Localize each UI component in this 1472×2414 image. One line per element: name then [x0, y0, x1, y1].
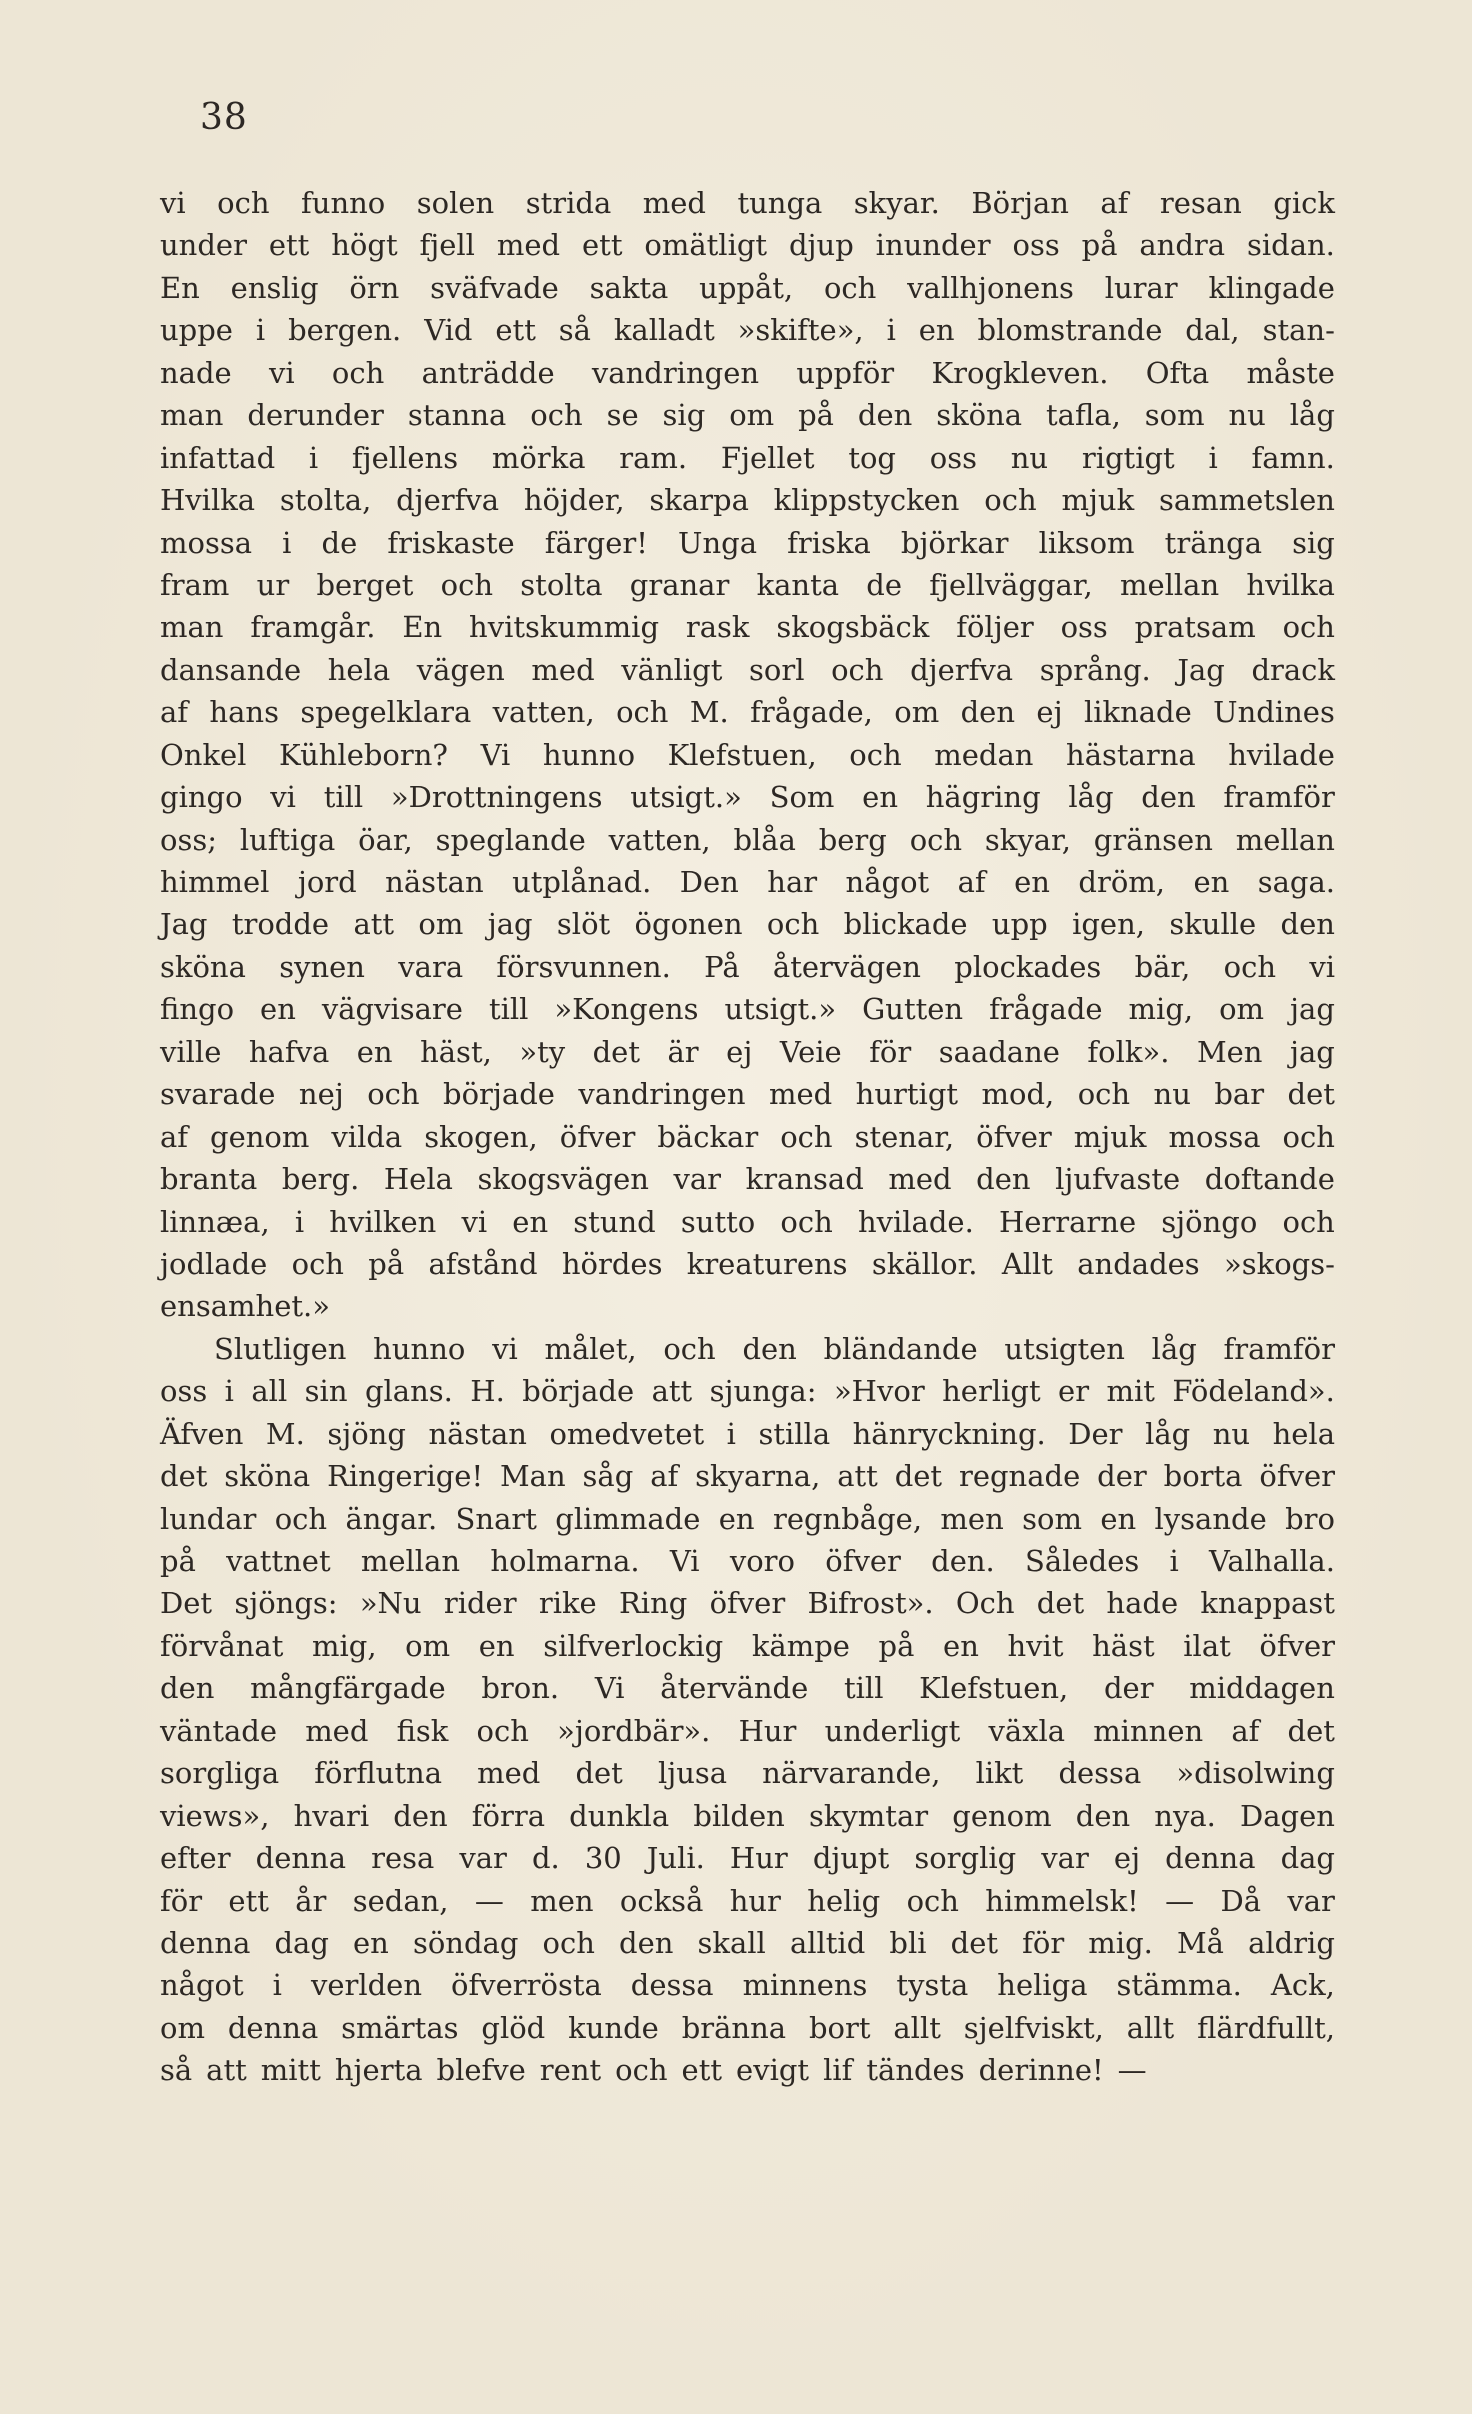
text-line: ville hafva en häst, »ty det är ej Veie för saadane folk». Men jag: [160, 1034, 1335, 1069]
text-line: himmel jord nästan utplånad. Den har något af en dröm, en saga.: [160, 865, 1335, 899]
text-line: fram ur berget och stolta granar kanta de fjellväggar, mellan hvilka: [160, 567, 1335, 602]
text-line: branta berg. Hela skogsvägen var kransad med den ljufvaste doftande: [160, 1162, 1335, 1197]
text-line: oss i all sin glans. H. började att sjunga: »Hvor herligt er mit Födeland».: [160, 1374, 1335, 1409]
text-line: Det sjöngs: »Nu rider rike Ring öfver Bifrost». Och det hade knappast: [160, 1586, 1335, 1621]
text-line: uppe i bergen. Vid ett så kalladt »skifte», i en blomstrande dal, stan-: [160, 313, 1335, 348]
text-line: gingo vi till »Drottningens utsigt.» Som en hägring låg den framför: [160, 780, 1335, 815]
text-line: väntade med fisk och »jordbär». Hur underligt växla minnen af det: [160, 1713, 1335, 1748]
text-line: oss; luftiga öar, speglande vatten, blåa berg och skyar, gränsen mellan: [160, 822, 1335, 857]
text-line: sorgliga förflutna med det ljusa närvarande, likt dessa »disolwing: [160, 1756, 1335, 1791]
text-line: denna dag en söndag och den skall alltid bli det för mig. Må aldrig: [160, 1925, 1335, 1960]
text-line: för ett år sedan, — men också hur helig och himmelsk! — Då var: [160, 1883, 1335, 1918]
text-line: linnæa, i hvilken vi en stund sutto och hvilade. Herrarne sjöngo och: [160, 1204, 1335, 1239]
text-line: af genom vilda skogen, öfver bäckar och stenar, öfver mjuk mossa och: [160, 1119, 1335, 1154]
text-line: dansande hela vägen med vänligt sorl och djerfva språng. Jag drack: [160, 652, 1335, 687]
text-line: så att mitt hjerta blefve rent och ett evigt lif tändes derinne! —: [160, 2053, 1147, 2088]
text-line: infattad i fjellens mörka ram. Fjellet tog oss nu rigtigt i famn.: [160, 440, 1335, 475]
text-line: fingo en vägvisare till »Kongens utsigt.» Gutten frågade mig, om jag: [160, 992, 1335, 1027]
text-line: views», hvari den förra dunkla bilden skymtar genom den nya. Dagen: [160, 1798, 1335, 1833]
text-line: Onkel Kühleborn? Vi hunno Klefstuen, och medan hästarna hvilade: [160, 737, 1335, 772]
text-line: lundar och ängar. Snart glimmade en regnbåge, men som en lysande bro: [160, 1501, 1335, 1536]
page-number: 38: [200, 97, 248, 138]
text-line: något i verlden öfverrösta dessa minnens tysta heliga stämma. Ack,: [160, 1968, 1335, 2003]
text-line: Äfven M. sjöng nästan omedvetet i stilla hänryckning. Der låg nu hela: [160, 1416, 1335, 1451]
text-line: om denna smärtas glöd kunde bränna bort allt sjelfviskt, allt flärdfullt,: [160, 2010, 1335, 2045]
text-line: ensamhet.»: [160, 1289, 330, 1324]
text-line: på vattnet mellan holmarna. Vi voro öfver den. Således i Valhalla.: [160, 1544, 1335, 1578]
text-line: sköna synen vara försvunnen. På återvägen plockades bär, och vi: [160, 949, 1335, 984]
text-line: En enslig örn sväfvade sakta uppåt, och vallhjonens lurar klingade: [160, 270, 1335, 305]
text-line: nade vi och anträdde vandringen uppför Krogkleven. Ofta måste: [160, 355, 1335, 390]
text-line: man framgår. En hvitskummig rask skogsbäck följer oss pratsam och: [160, 610, 1335, 645]
text-line: under ett högt fjell med ett omätligt djup inunder oss på andra sidan.: [160, 228, 1335, 263]
text-line: af hans spegelklara vatten, och M. frågade, om den ej liknade Undines: [160, 695, 1335, 730]
text-line: Slutligen hunno vi målet, och den bländande utsigten låg framför: [214, 1331, 1335, 1366]
text-line: efter denna resa var d. 30 Juli. Hur djupt sorglig var ej denna dag: [160, 1841, 1335, 1876]
text-line: den mångfärgade bron. Vi återvände till Klefstuen, der middagen: [160, 1671, 1335, 1706]
text-line: vi och funno solen strida med tunga skyar. Början af resan gick: [160, 186, 1335, 220]
text-line: jodlade och på afstånd hördes kreaturens skällor. Allt andades »skogs-: [160, 1246, 1335, 1281]
text-line: mossa i de friskaste färger! Unga friska björkar liksom tränga sig: [160, 525, 1335, 560]
text-line: förvånat mig, om en silfverlockig kämpe på en hvit häst ilat öfver: [160, 1628, 1335, 1663]
body-text: [160, 182, 1335, 2092]
text-line: Jag trodde att om jag slöt ögonen och blickade upp igen, skulle den: [160, 907, 1335, 942]
text-line: man derunder stanna och se sig om på den sköna tafla, som nu låg: [160, 398, 1335, 433]
text-line: svarade nej och började vandringen med hurtigt mod, och nu bar det: [160, 1077, 1335, 1112]
text-line: det sköna Ringerige! Man såg af skyarna, att det regnade der borta öfver: [160, 1459, 1335, 1494]
text-line: Hvilka stolta, djerfva höjder, skarpa klippstycken och mjuk sammetslen: [160, 483, 1335, 518]
